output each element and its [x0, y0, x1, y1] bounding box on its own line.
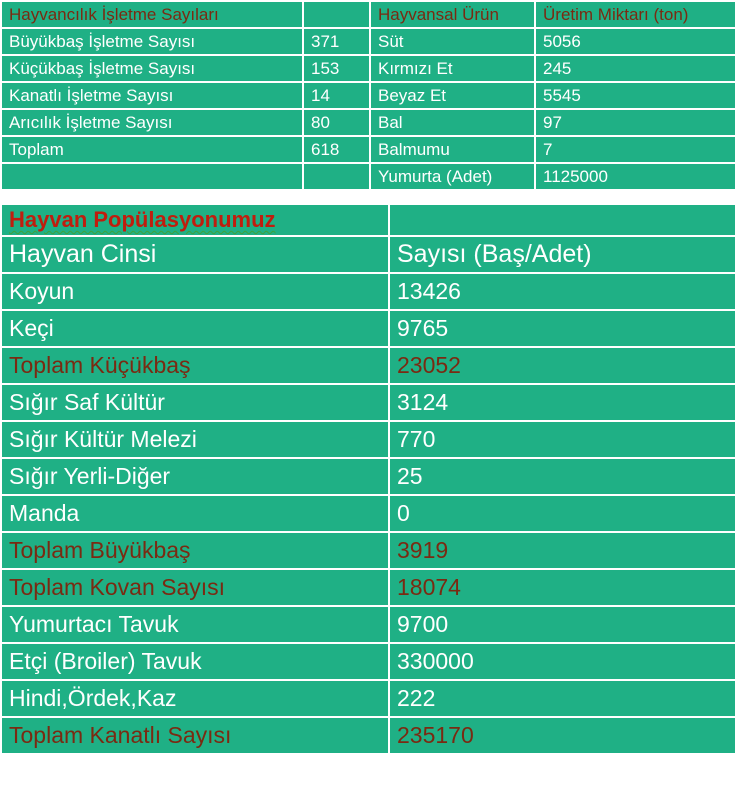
- table-row: [1, 55, 372, 82]
- species-label: Hindi,Ördek,Kaz: [1, 680, 389, 717]
- populasyon-title: [1, 204, 389, 236]
- species-count: 23052: [389, 347, 735, 384]
- species-count: 3124: [389, 384, 735, 421]
- isletme-value: 14: [303, 82, 372, 109]
- table-row: [1, 136, 372, 163]
- species-label: Sığır Yerli-Diğer: [1, 458, 389, 495]
- species-count: 330000: [389, 643, 735, 680]
- species-label: Manda: [1, 495, 389, 532]
- table-row: [1, 643, 735, 680]
- species-count: 18074: [389, 569, 735, 606]
- species-count: 13426: [389, 273, 735, 310]
- table-row-total: [1, 347, 735, 384]
- species-count: 9700: [389, 606, 735, 643]
- empty-cell: [303, 163, 372, 190]
- column-header-count: Sayısı (Baş/Adet): [389, 236, 735, 273]
- species-label: Sığır Kültür Melezi: [1, 421, 389, 458]
- urun-header-product: Hayvansal Ürün: [370, 1, 535, 28]
- urun-label: Balmumu: [370, 136, 535, 163]
- table-row: [370, 28, 735, 55]
- urun-value: 245: [535, 55, 735, 82]
- populasyon-title-text: Hayvan Popülasyonumuz: [9, 207, 276, 232]
- isletme-table: [0, 0, 373, 191]
- species-label: Toplam Kovan Sayısı: [1, 569, 389, 606]
- isletme-value: 371: [303, 28, 372, 55]
- species-count: 0: [389, 495, 735, 532]
- isletme-header: Hayvancılık İşletme Sayıları: [1, 1, 303, 28]
- urun-value: 1125000: [535, 163, 735, 190]
- species-count: 3919: [389, 532, 735, 569]
- urun-label: Yumurta (Adet): [370, 163, 535, 190]
- table-row: [1, 680, 735, 717]
- isletme-header-row: [1, 1, 372, 28]
- empty-cell: [1, 163, 303, 190]
- table-row: [1, 458, 735, 495]
- urun-value: 5545: [535, 82, 735, 109]
- isletme-value: 80: [303, 109, 372, 136]
- table-row-total: [1, 569, 735, 606]
- isletme-label: Büyükbaş İşletme Sayısı: [1, 28, 303, 55]
- isletme-header-empty: [303, 1, 372, 28]
- species-count: 222: [389, 680, 735, 717]
- table-row: [370, 55, 735, 82]
- urun-value: 97: [535, 109, 735, 136]
- species-count: 25: [389, 458, 735, 495]
- empty-cell: [389, 204, 735, 236]
- table-row: [1, 109, 372, 136]
- urun-label: Süt: [370, 28, 535, 55]
- isletme-label: Toplam: [1, 136, 303, 163]
- table-row: [370, 109, 735, 136]
- urun-value: 7: [535, 136, 735, 163]
- species-label: Etçi (Broiler) Tavuk: [1, 643, 389, 680]
- table-row-total: [1, 717, 735, 754]
- table-row-empty: [1, 163, 372, 190]
- species-label: Keçi: [1, 310, 389, 347]
- species-label: Toplam Kanatlı Sayısı: [1, 717, 389, 754]
- urun-header-amount: Üretim Miktarı (ton): [535, 1, 735, 28]
- populasyon-header-row: [1, 236, 735, 273]
- table-row: [1, 28, 372, 55]
- urun-header-row: [370, 1, 735, 28]
- table-row: [1, 310, 735, 347]
- populasyon-title-row: [1, 204, 735, 236]
- species-label: Toplam Küçükbaş: [1, 347, 389, 384]
- urun-label: Bal: [370, 109, 535, 136]
- table-row: [1, 82, 372, 109]
- table-row: [1, 606, 735, 643]
- isletme-label: Kanatlı İşletme Sayısı: [1, 82, 303, 109]
- species-count: 235170: [389, 717, 735, 754]
- populasyon-table: [0, 203, 735, 755]
- species-count: 770: [389, 421, 735, 458]
- isletme-value: 618: [303, 136, 372, 163]
- table-row: [370, 136, 735, 163]
- table-row-total: [1, 532, 735, 569]
- species-label: Toplam Büyükbaş: [1, 532, 389, 569]
- isletme-value: 153: [303, 55, 372, 82]
- species-count: 9765: [389, 310, 735, 347]
- urun-label: Beyaz Et: [370, 82, 535, 109]
- table-row: [1, 384, 735, 421]
- species-label: Yumurtacı Tavuk: [1, 606, 389, 643]
- species-label: Sığır Saf Kültür: [1, 384, 389, 421]
- table-row: [370, 163, 735, 190]
- table-row: [370, 82, 735, 109]
- urun-label: Kırmızı Et: [370, 55, 535, 82]
- urun-table: [369, 0, 735, 191]
- isletme-label: Arıcılık İşletme Sayısı: [1, 109, 303, 136]
- species-label: Koyun: [1, 273, 389, 310]
- table-row: [1, 495, 735, 532]
- urun-value: 5056: [535, 28, 735, 55]
- table-row: [1, 273, 735, 310]
- isletme-label: Küçükbaş İşletme Sayısı: [1, 55, 303, 82]
- table-row: [1, 421, 735, 458]
- column-header-species: Hayvan Cinsi: [1, 236, 389, 273]
